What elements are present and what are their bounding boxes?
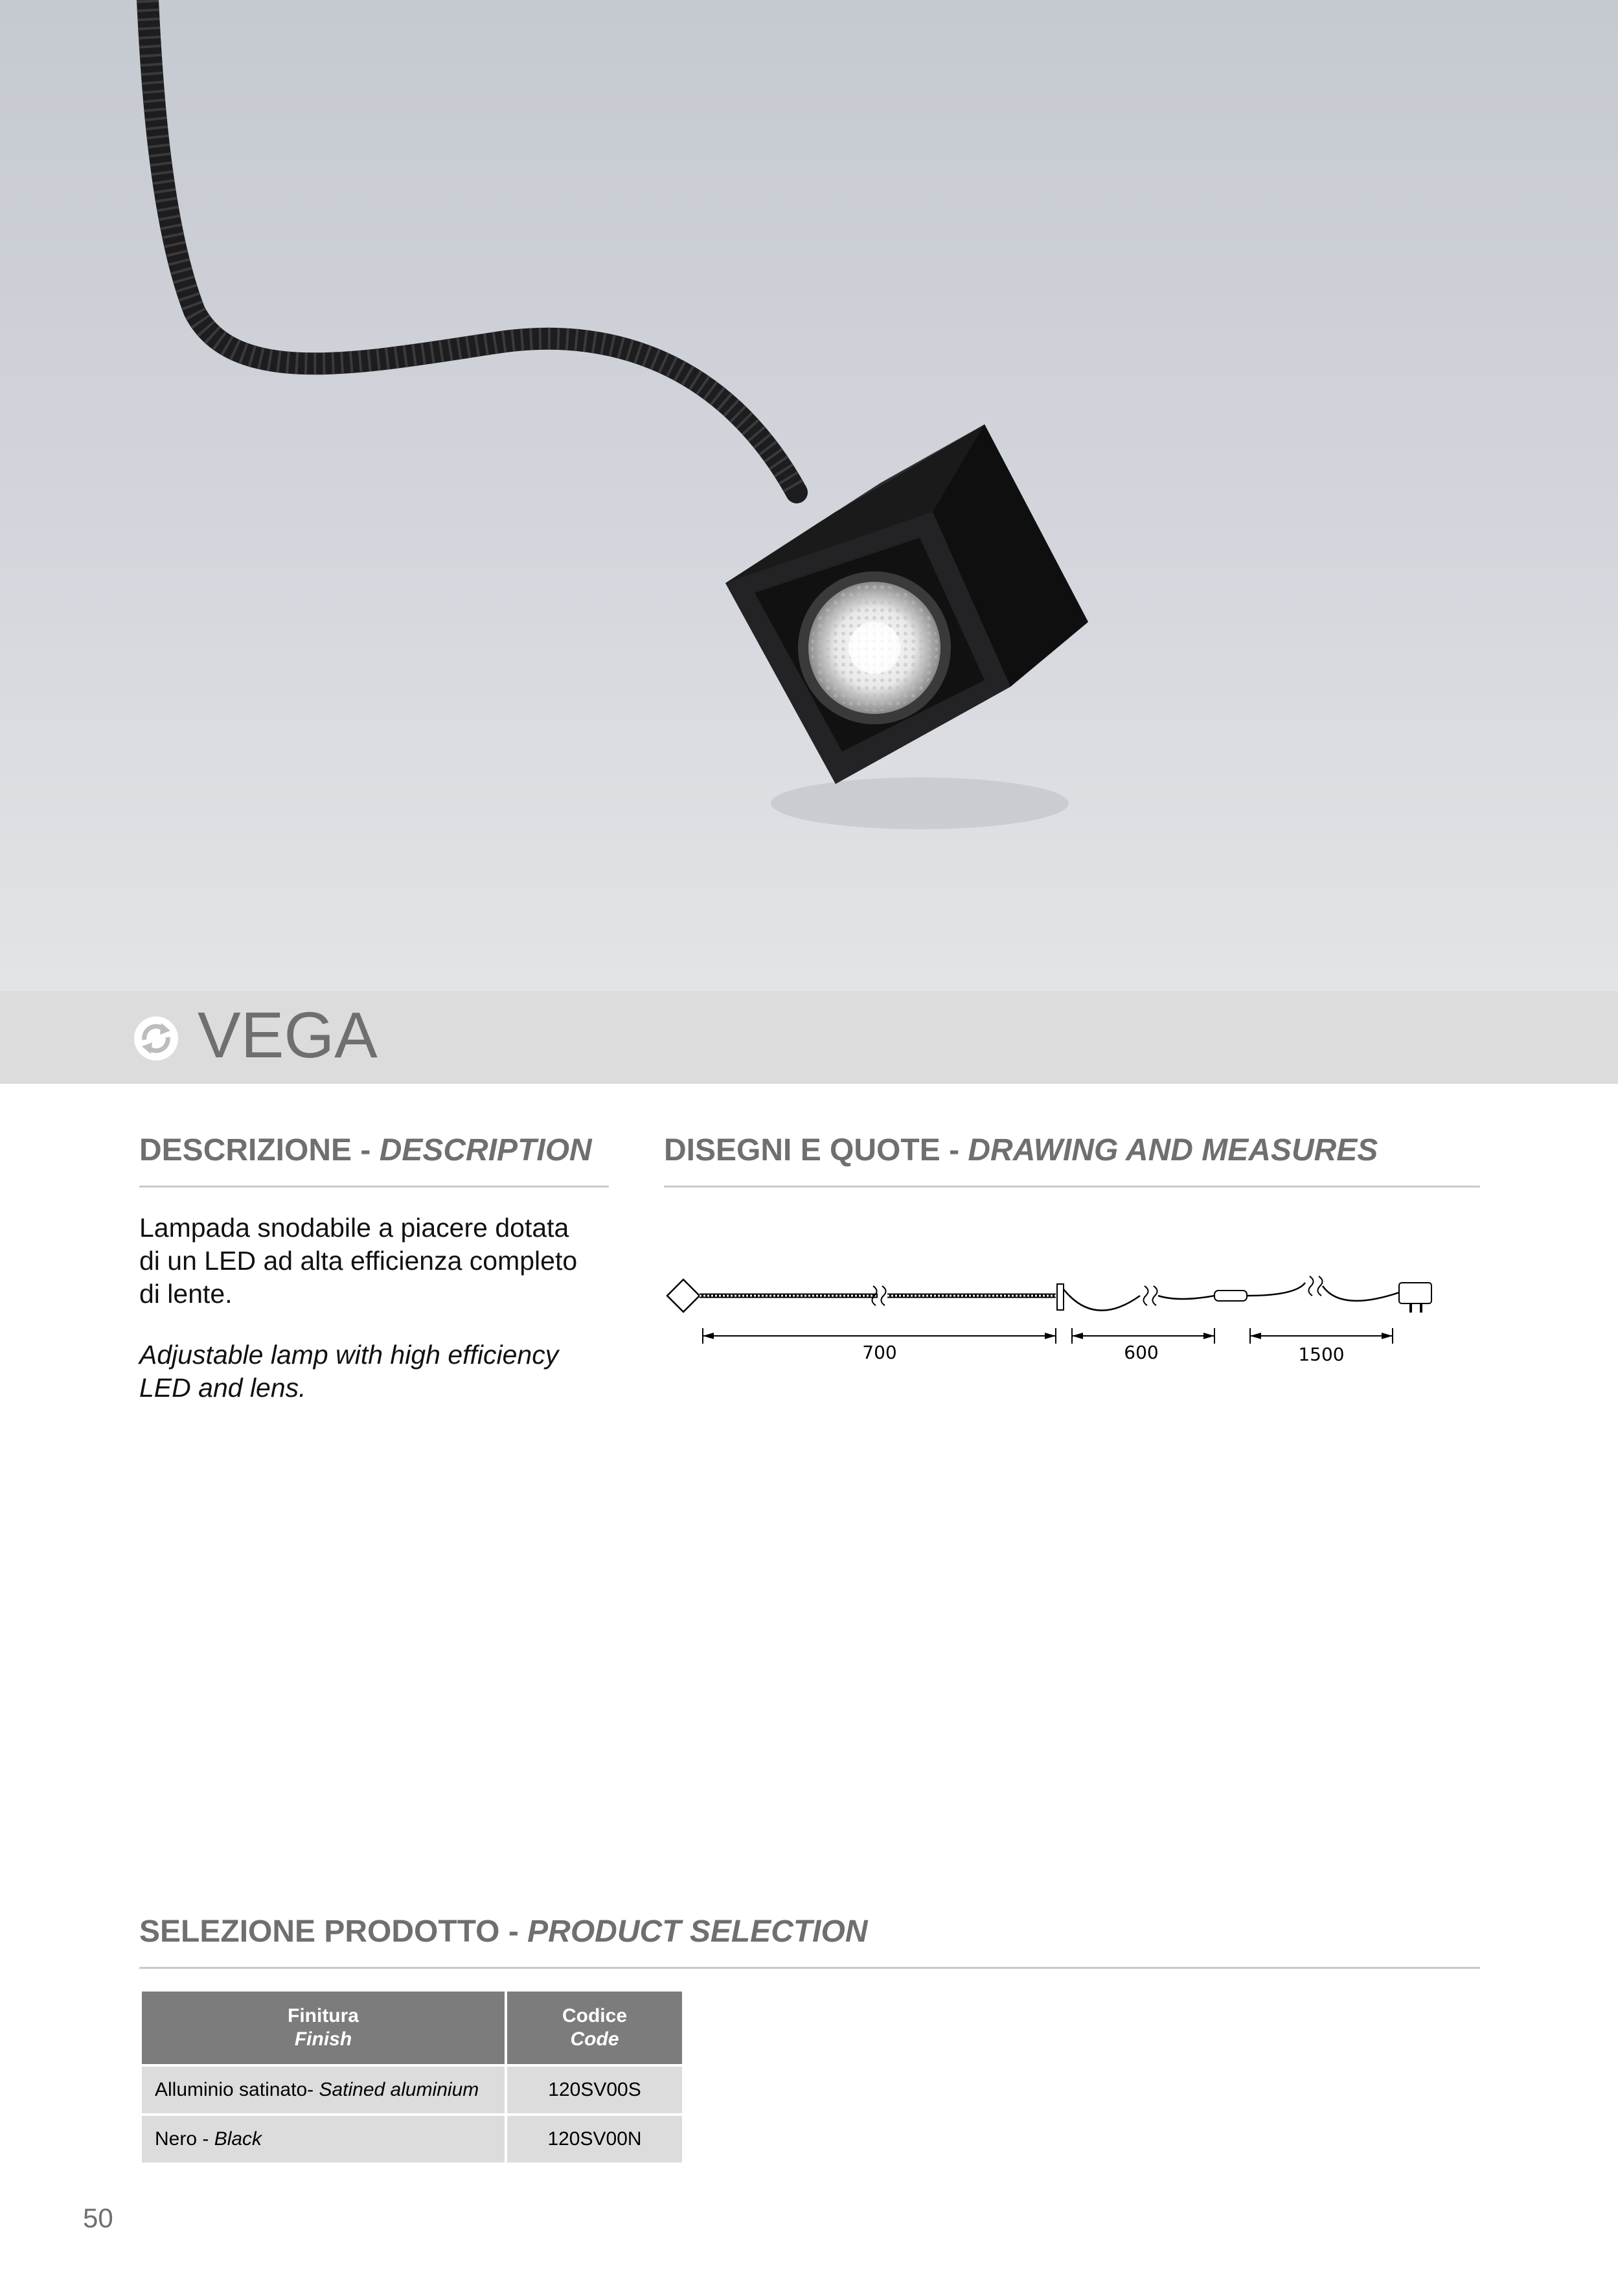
lamp-head-shape [667, 1280, 700, 1312]
description-divider [139, 1186, 609, 1188]
finish-cell: Alluminio satinato- Satined aluminium [142, 2067, 505, 2113]
product-table [139, 1989, 685, 2165]
header-finish: Finitura Finish [142, 1992, 505, 2064]
drawing-heading: DISEGNI E QUOTE - DRAWING AND MEASURES [664, 1133, 1378, 1167]
table-row [142, 2067, 682, 2113]
finish-cell: Nero - Black [142, 2116, 505, 2163]
measure-600: 600 [1124, 1342, 1159, 1363]
page-number: 50 [83, 2203, 113, 2233]
drawing-divider [664, 1186, 1480, 1188]
product-photo [0, 0, 1618, 991]
selection-heading: SELEZIONE PRODOTTO - PRODUCT SELECTION [139, 1914, 868, 1949]
description-heading: DESCRIZIONE - DESCRIPTION [139, 1133, 592, 1167]
dimension-drawing [654, 1250, 1490, 1380]
measure-1500: 1500 [1298, 1344, 1345, 1365]
selection-divider [139, 1967, 1480, 1969]
code-cell: 120SV00S [507, 2067, 682, 2113]
description-english: Adjustable lamp with high efficiency LED and lens. [139, 1340, 559, 1403]
refresh-icon [133, 1015, 179, 1062]
table-header-row [142, 1992, 682, 2064]
code-cell: 120SV00N [507, 2116, 682, 2163]
product-title: VEGA [198, 999, 378, 1072]
header-code: Codice Code [507, 1992, 682, 2064]
measure-700: 700 [862, 1342, 897, 1363]
table-row [142, 2116, 682, 2163]
description-italian: Lampada snodabile a piacere dotata di un LED ad alta efficienza completo di lente. [139, 1213, 578, 1309]
